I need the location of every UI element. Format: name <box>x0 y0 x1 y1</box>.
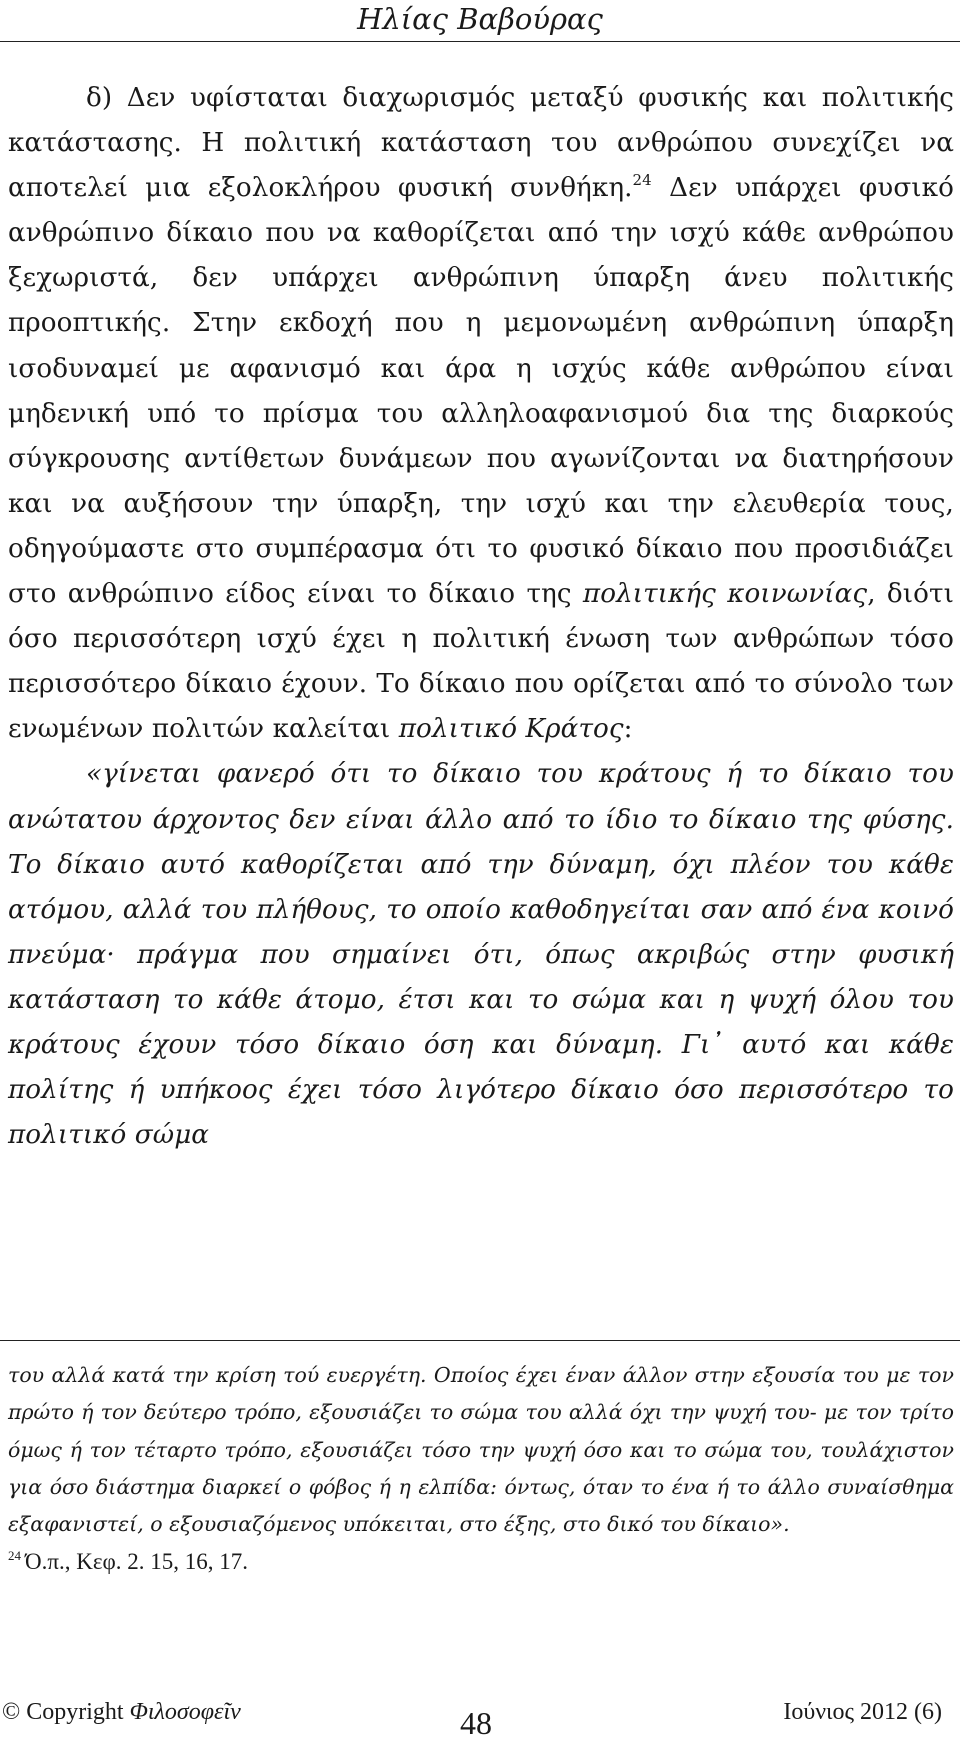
footnote-continued: του αλλά κατά την κρίση τού ευεργέτη. Οποίος έχει έναν άλλον στην εξουσία του με τον πρώτο ή τον δεύτερο τρόπο, εξουσιάζει το σώμα του αλλά όχι την ψυχή του- με τον τρίτο όμως ή τον τέταρτο τρόπο, εξουσιάζει τόσο την ψυχή όσο και το σώμα του, τουλάχιστον για όσο διάστημα διαρκεί ο φόβος ή η ελπίδα: όντως, όταν το ένα ή το άλλο συναίσθημα εξαφανιστεί, ο εξουσιαζόμενος υπόκειται, στο έξης, στο δικό του δίκαιο». <box>8 1363 954 1537</box>
footnote-rule <box>0 1340 960 1341</box>
emphasis-text: πολιτικό Κράτος <box>398 714 624 745</box>
footnote-text: Ό.π., Κεφ. 2. 15, 16, 17. <box>25 1549 249 1575</box>
body-text <box>8 76 954 1158</box>
header-rule <box>0 41 960 42</box>
emphasis-text: πολιτικής κοινωνίας <box>582 579 868 610</box>
copyright-text: © Copyright <box>2 1699 124 1725</box>
paragraph-text: : <box>623 714 633 745</box>
paragraph-text: Δεν υπάρχει φυσικό ανθρώπινο δίκαιο που να καθορίζεται από την ισχύ κάθε ανθρώπου ξεχωριστά, δεν υπάρχει ανθρώπινη ύπαρξη άνευ πολιτικής προοπτικής. Στην εκδοχή που η μεμονωμένη ανθρώπινη ύπαρξη ισοδυναμεί με αφανισμό και άρα η ισχύς κάθε ανθρώπου είναι μηδενική υπό το πρίσμα του αλληλοαφανισμού δια της διαρκούς σύγκρουσης αντίθετων δυνάμεων που αγωνίζονται να διατηρήσουν και να αυξήσουν την ύπαρξη, την ισχύ και την ελευθερία τους, οδηγούμαστε στο συμπέρασμα ότι το φυσικό δίκαιο που προσιδιάζει στο ανθρώπινο είδος είναι το δίκαιο της <box>8 173 954 610</box>
body-paragraph <box>8 76 954 752</box>
footnotes <box>8 1357 954 1581</box>
block-quote: «γίνεται φανερό ότι το δίκαιο του κράτους ή το δίκαιο του ανώτατου άρχοντος δεν είναι άλλο από το ίδιο το δίκαιο της φύσης. Το δίκαιο αυτό καθορίζεται από την δύναμη, όχι πλέον του κάθε ατόμου, αλλά του πλήθους, το οποίο καθοδηγείται σαν από ένα κοινό πνεύμα· πράγμα που σημαίνει ότι, όπως ακριβώς στην φυσική κατάσταση το κάθε άτομο, έτσι και το σώμα και η ψυχή όλου του κράτους έχουν τόσο δίκαιο όση και δύναμη. Γι᾽ αυτό και κάθε πολίτης ή υπήκοος έχει τόσο λιγότερο δίκαιο όσο περισσότερο το πολιτικό σώμα <box>8 759 954 1151</box>
running-header: Ηλίας Βαβούρας <box>357 2 603 36</box>
footnote-24 <box>8 1543 954 1580</box>
paragraph-text: , διότι όσο περισσότερη ισχύ έχει η πολιτική ένωση των ανθρώπων τόσο περισσότερο δίκαιο έχουν. Το δίκαιο που ορίζεται από το σύνολο των ενωμένων πολιτών καλείται <box>8 579 954 745</box>
footer-copyright <box>2 1699 241 1726</box>
page-number: 48 <box>460 1705 492 1741</box>
journal-brand: Φιλοσοφεῖν <box>129 1699 241 1725</box>
footnote-reference[interactable]: 24 <box>632 171 652 190</box>
page-footer <box>0 1697 960 1753</box>
footnote-mark: 24 <box>8 1548 21 1564</box>
issue-info: Ιούνιος 2012 (6) <box>783 1699 942 1725</box>
paragraph-text: δ) Δεν υφίσταται διαχωρισμός μεταξύ φυσικής και πολιτικής κατάστασης. Η πολιτική κατάσταση του ανθρώπου συνεχίζει να αποτελεί μια εξολοκλήρου φυσική συνθήκη. <box>8 83 954 204</box>
